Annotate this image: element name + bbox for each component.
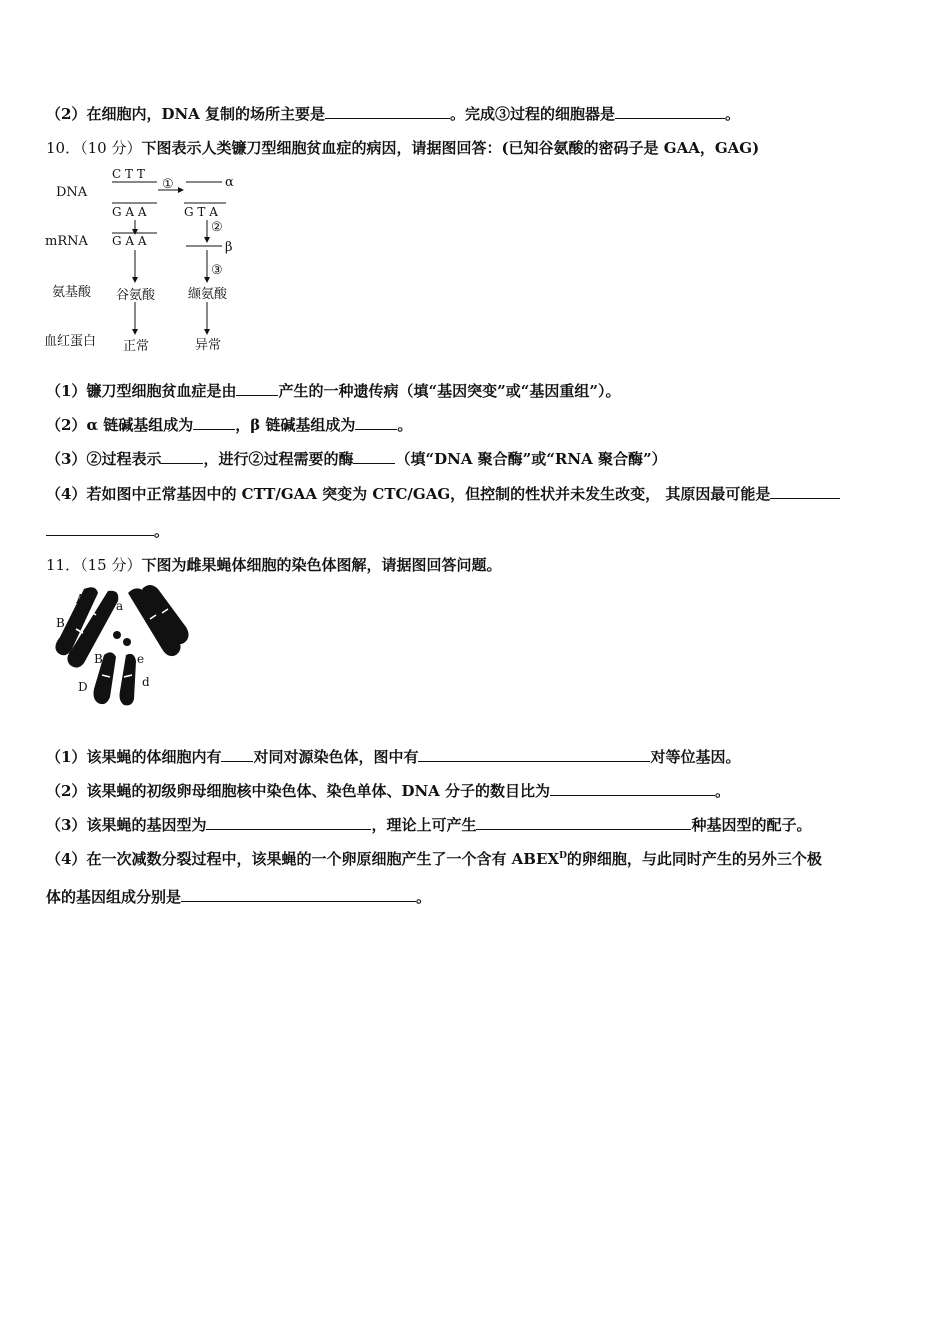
q11-part1: （1）该果蝇的体细胞内有 对同对源染色体，图中有 对等位基因。 xyxy=(46,748,741,766)
dna-top-strand: C T T xyxy=(112,167,145,181)
row-label-hemoglobin: 血红蛋白 xyxy=(44,334,97,349)
answer-blank[interactable] xyxy=(770,484,840,499)
q11-part4-cont: 体的基因组成分别是 。 xyxy=(46,888,432,906)
row-label-amino-acid: 氨基酸 xyxy=(52,285,92,300)
answer-blank[interactable] xyxy=(46,521,154,536)
answer-blank[interactable] xyxy=(221,747,253,762)
sickle-cell-diagram xyxy=(40,160,260,360)
q11-part4: （4）在一次减数分裂过程中，该果蝇的一个卵原细胞产生了一个含有 $ABEX^D$的卵细胞，与此同时产生的另外三个极 xyxy=(46,850,822,868)
answer-blank[interactable] xyxy=(236,381,278,396)
chromosome-diagram xyxy=(50,583,195,708)
beta-label: β xyxy=(225,240,233,255)
q9-part2: （2）在细胞内，DNA 复制的场所主要是 。完成③过程的细胞器是 。 xyxy=(46,105,741,123)
step1-label: ① xyxy=(162,177,174,192)
gene-label: e xyxy=(137,652,145,666)
question-number: 11． xyxy=(46,556,81,574)
alpha-label: α xyxy=(225,175,234,190)
q10-part3: （3）②过程表示 ，进行②过程需要的酶 （填“DNA 聚合酶”或“RNA 聚合酶”） xyxy=(46,450,667,468)
dot-chromosome xyxy=(123,638,131,646)
answer-blank[interactable] xyxy=(325,104,450,119)
answer-blank[interactable] xyxy=(476,815,691,830)
q11-part3: （3）该果蝇的基因型为 ，理论上可产生 种基因型的配子。 xyxy=(46,816,812,834)
gene-label: D xyxy=(78,680,88,694)
protein-mutant: 异常 xyxy=(195,338,222,353)
answer-blank[interactable] xyxy=(193,415,235,430)
q10-stem: 10．（10 分）下图表示人类镰刀型细胞贫血症的病因，请据图回答：(已知谷氨酸的密码子是 GAA，GAG) xyxy=(46,139,760,157)
mutant-strand: G T A xyxy=(184,205,218,219)
gene-label: d xyxy=(142,675,150,689)
answer-blank[interactable] xyxy=(355,415,397,430)
gene-label: E xyxy=(166,617,175,631)
dna-bottom-strand: G A A xyxy=(112,205,147,219)
step2-label: ② xyxy=(211,220,223,235)
protein-normal: 正常 xyxy=(123,339,150,354)
answer-blank[interactable] xyxy=(418,747,650,762)
answer-blank[interactable] xyxy=(161,449,203,464)
amino-acid-normal: 谷氨酸 xyxy=(116,288,156,303)
step3-label: ③ xyxy=(211,263,223,278)
row-label-dna: DNA xyxy=(56,185,88,200)
q11-part2: （2）该果蝇的初级卵母细胞核中染色体、染色单体、DNA 分子的数目比为 。 xyxy=(46,782,731,800)
gene-label: A xyxy=(76,592,85,606)
amino-acid-mutant: 缬氨酸 xyxy=(188,287,228,302)
answer-blank[interactable] xyxy=(353,449,395,464)
part-label: （2） xyxy=(46,105,87,123)
answer-blank[interactable] xyxy=(206,815,371,830)
q10-part4-cont: 。 xyxy=(46,520,169,541)
answer-blank[interactable] xyxy=(615,104,725,119)
gene-label: B xyxy=(94,652,103,666)
q10-part2: （2）α 链碱基组成为 ，β 链碱基组成为 。 xyxy=(46,416,413,434)
question-number: 10． xyxy=(46,139,81,157)
q10-part1: （1）镰刀型细胞贫血症是由 产生的一种遗传病（填“基因突变”或“基因重组”）。 xyxy=(46,382,621,400)
row-label-mrna: mRNA xyxy=(45,234,88,249)
dot-chromosome xyxy=(113,631,121,639)
question-score: （15 分） xyxy=(80,556,142,574)
question-score: （10 分） xyxy=(80,139,142,157)
gene-label: B xyxy=(56,616,65,630)
chromosome-pair-2 xyxy=(128,585,189,656)
mrna-strand: G A A xyxy=(112,234,147,248)
gene-label: a xyxy=(116,599,124,613)
answer-blank[interactable] xyxy=(181,887,416,902)
q10-part4: （4）若如图中正常基因中的 CTT/GAA 突变为 CTC/GAG，但控制的性状并未发生改变， 其原因最可能是 xyxy=(46,483,840,504)
answer-blank[interactable] xyxy=(550,781,715,796)
q11-stem: 11．（15 分）下图为雌果蝇体细胞的染色体图解，请据图回答问题。 xyxy=(46,556,502,574)
